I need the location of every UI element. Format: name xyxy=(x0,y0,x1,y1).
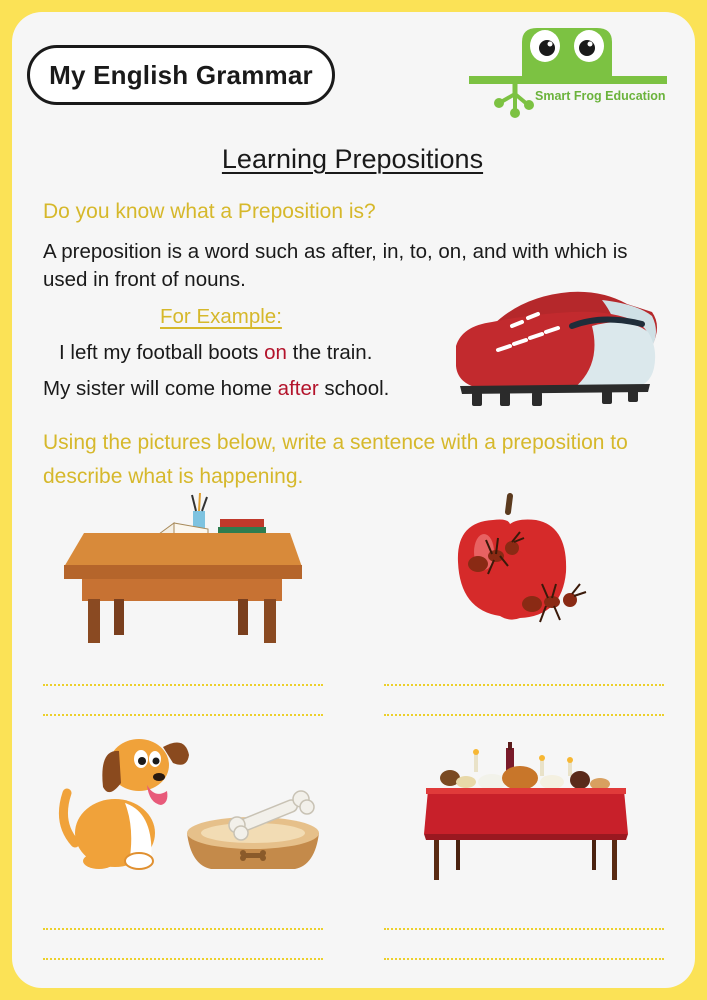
definition: A preposition is a word such as after, in, to, on, and with which is used in front of nouns. xyxy=(43,240,628,291)
brand-name: Smart Frog Education xyxy=(535,89,666,103)
writing-line[interactable] xyxy=(384,958,664,960)
example-label: For Example: xyxy=(160,305,282,328)
ants-on-apple-icon xyxy=(448,492,598,642)
example-1-before: I left my football boots xyxy=(59,341,265,364)
football-boots-icon xyxy=(452,286,664,414)
writing-line[interactable] xyxy=(43,928,323,930)
title-box xyxy=(27,45,335,105)
writing-line[interactable] xyxy=(43,958,323,960)
example-2-after: school. xyxy=(318,377,390,400)
example-2-preposition: after xyxy=(277,377,319,400)
writing-line[interactable] xyxy=(384,928,664,930)
dog-and-bowl-icon xyxy=(55,733,327,873)
writing-line[interactable] xyxy=(43,714,323,716)
example-sentence-1 xyxy=(59,341,372,365)
writing-line[interactable] xyxy=(384,714,664,716)
food-on-table-icon xyxy=(416,742,638,884)
page-title: My English Grammar xyxy=(49,59,313,90)
example-1-after: the train. xyxy=(286,341,373,364)
desk-with-books-icon xyxy=(62,493,304,643)
example-2-before: My sister will come home xyxy=(43,377,278,400)
heading: Learning Prepositions xyxy=(221,144,484,174)
question: Do you know what a Preposition is? xyxy=(43,200,376,223)
instruction: Using the pictures below, write a sentence with a preposition to describe what is happening. xyxy=(43,431,628,488)
heading-wrap xyxy=(0,144,707,175)
example-1-preposition: on xyxy=(264,341,287,364)
example-sentence-2 xyxy=(43,377,389,401)
writing-line[interactable] xyxy=(384,684,664,686)
writing-line[interactable] xyxy=(43,684,323,686)
frog-logo-icon xyxy=(467,22,667,122)
